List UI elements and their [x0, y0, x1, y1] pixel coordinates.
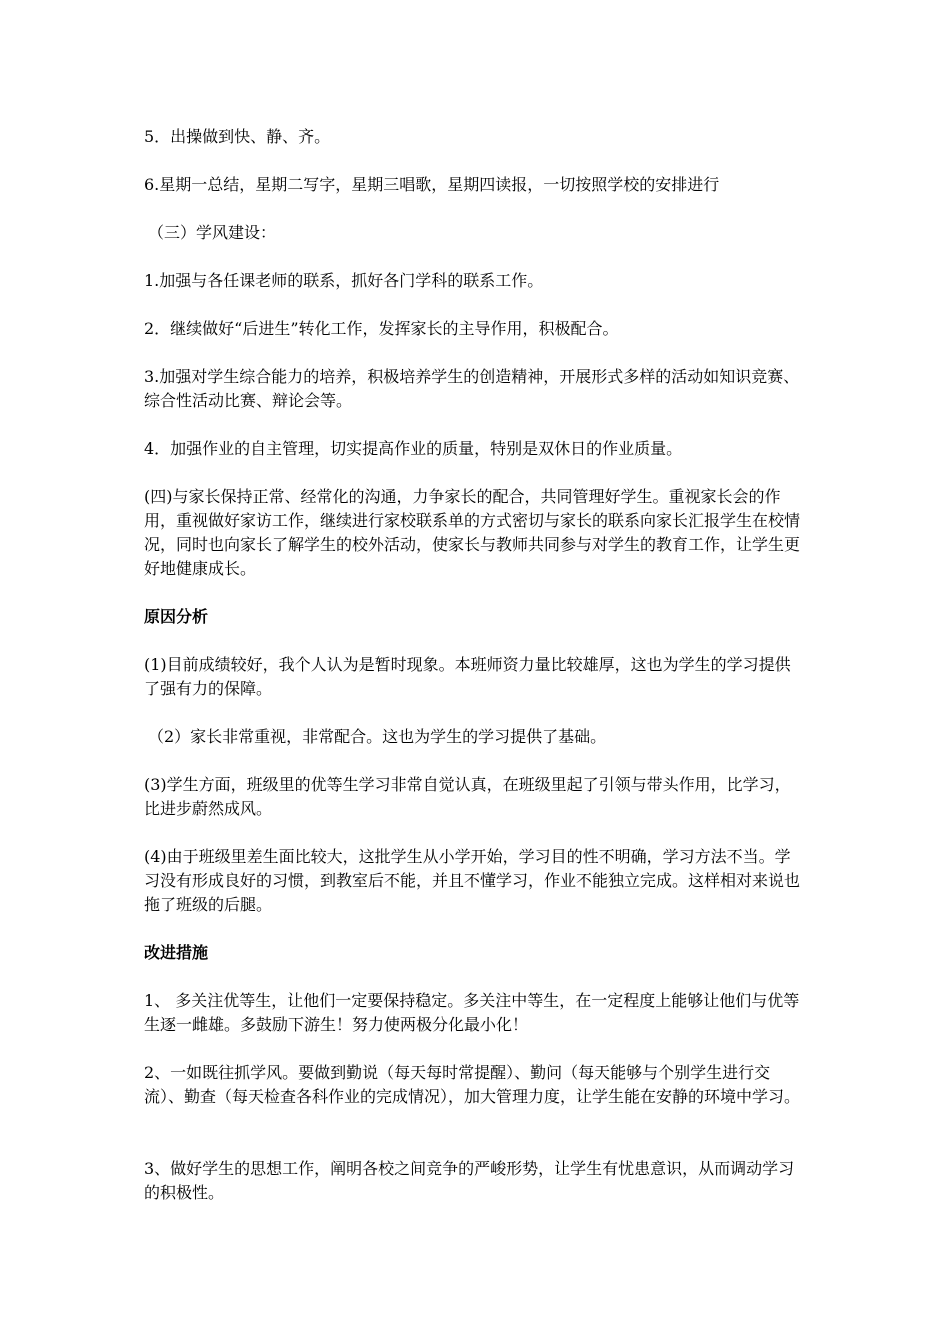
paragraph: (1)目前成绩较好，我个人认为是暂时现象。本班师资力量比较雄厚，这也为学生的学习提供了强有力的保障。 — [144, 655, 791, 698]
paragraph: （三）学风建设： — [148, 223, 277, 242]
paragraph: (四)与家长保持正常、经常化的沟通，力争家长的配合，共同管理好学生。重视家长会的作用，重视做好家访工作，继续进行家校联系单的方式密切与家长的联系向家长汇报学生在校情况，同时也向家长了解学生的校外活动，使家长与教师共同参与对学生的教育工作，让学生更好地健康成长。 — [144, 487, 801, 578]
paragraph: 2．继续做好“后进生”转化工作，发挥家长的主导作用，积极配合。 — [144, 319, 619, 338]
paragraph: 4．加强作业的自主管理，切实提高作业的质量，特别是双休日的作业质量。 — [144, 439, 683, 458]
paragraph: 1.加强与各任课老师的联系，抓好各门学科的联系工作。 — [144, 271, 544, 290]
paragraph: 6.星期一总结，星期二写字，星期三唱歌，星期四读报，一切按照学校的安排进行 — [144, 175, 720, 194]
section-heading-cause: 原因分析 — [144, 607, 209, 626]
paragraph: 2、一如既往抓学风。要做到勤说（每天每时常提醒）、勤问（每天能够与个别学生进行交流）、勤查（每天检查各科作业的完成情况），加大管理力度，让学生能在安静的环境中学习。 — [144, 1063, 801, 1106]
paragraph: (4)由于班级里差生面比较大，这批学生从小学开始，学习目的性不明确，学习方法不当。学习没有形成良好的习惯，到教室后不能，并且不懂学习，作业不能独立完成。这样相对来说也拖了班级的后腿。 — [144, 847, 801, 914]
paragraph: 3.加强对学生综合能力的培养，积极培养学生的创造精神，开展形式多样的活动如知识竞赛、综合性活动比赛、辩论会等。 — [144, 367, 800, 410]
section-heading-improve: 改进措施 — [144, 943, 209, 962]
paragraph: (3)学生方面，班级里的优等生学习非常自觉认真，在班级里起了引领与带头作用，比学习，比进步蔚然成风。 — [144, 775, 791, 818]
paragraph: 1、 多关注优等生，让他们一定要保持稳定。多关注中等生，在一定程度上能够让他们与优等生逐一雌雄。多鼓励下游生！努力使两极分化最小化！ — [144, 991, 800, 1034]
paragraph: （2）家长非常重视，非常配合。这也为学生的学习提供了基础。 — [148, 727, 607, 746]
paragraph: 3、做好学生的思想工作，阐明各校之间竞争的严峻形势，让学生有忧患意识，从而调动学习的积极性。 — [144, 1159, 795, 1202]
paragraph: 5．出操做到快、静、齐。 — [144, 127, 331, 146]
